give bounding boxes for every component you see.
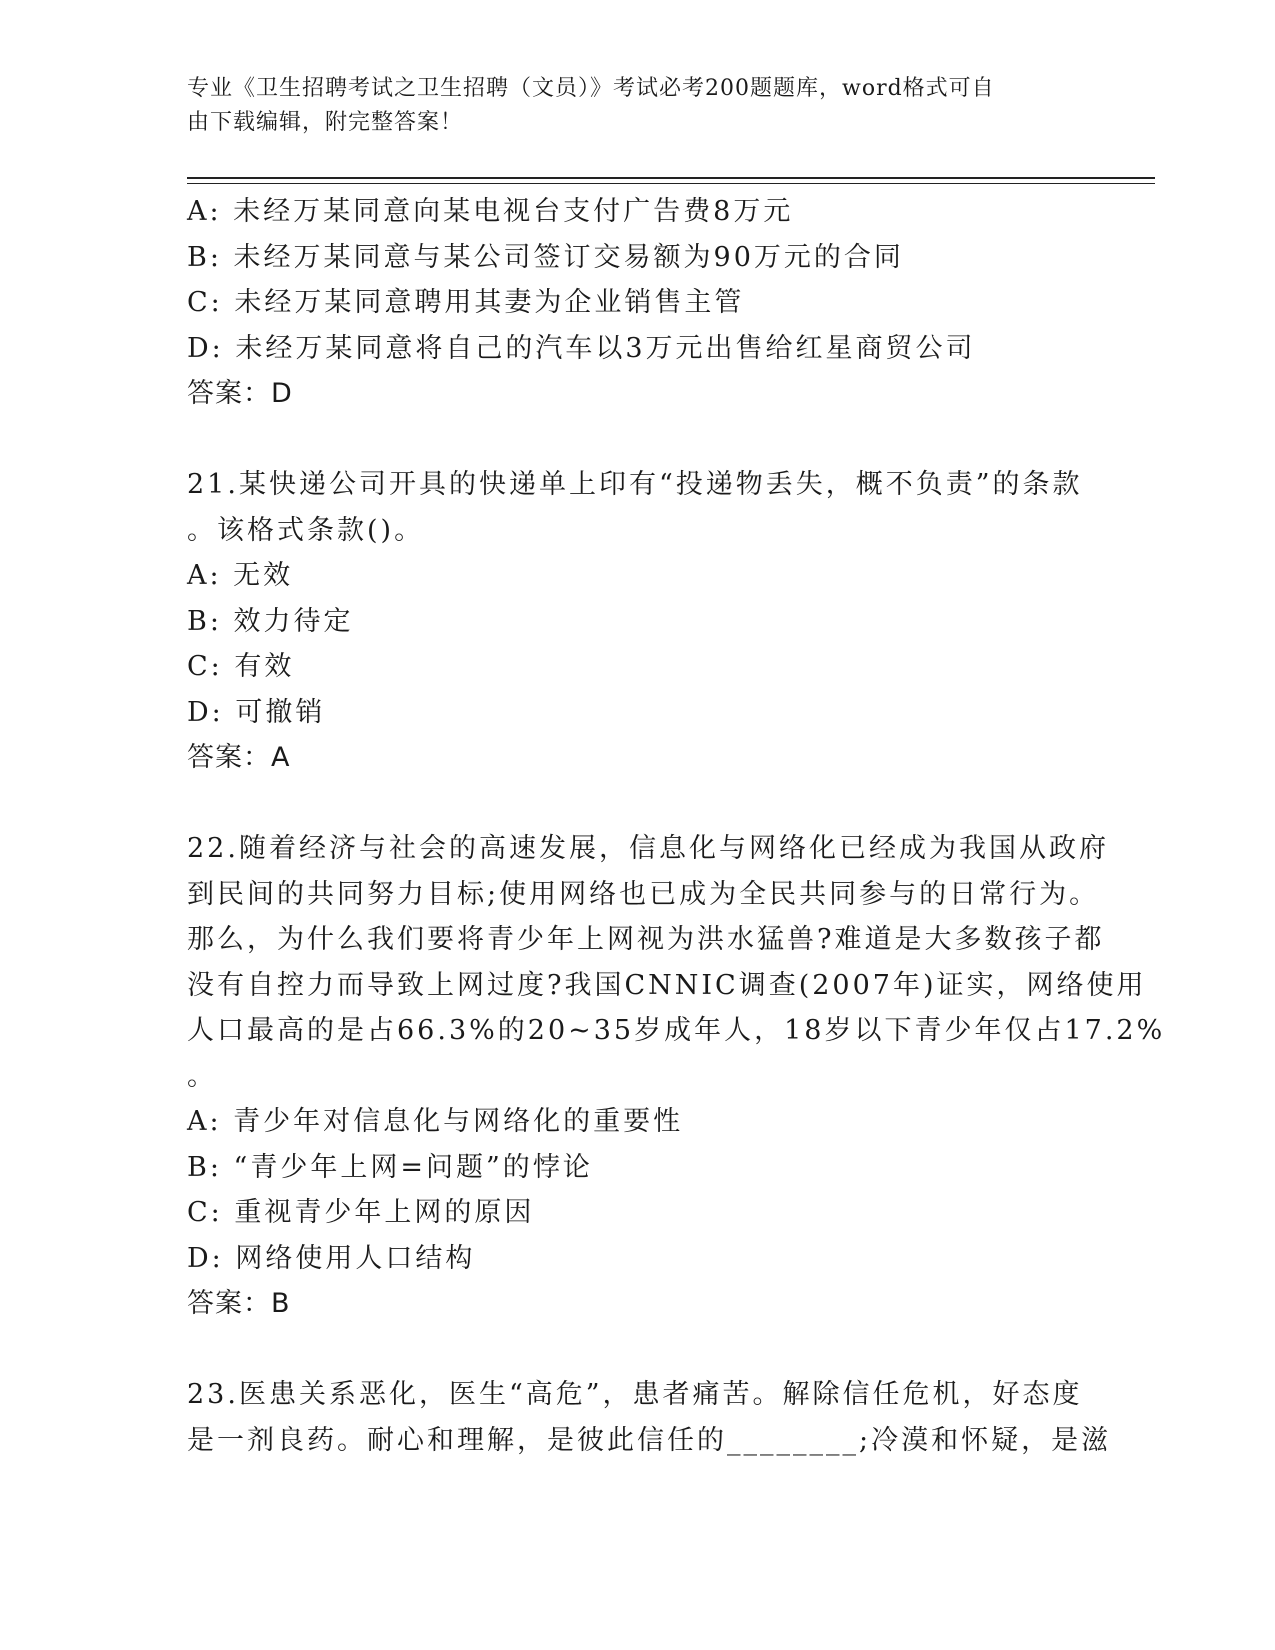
header-line-1: 专业《卫生招聘考试之卫生招聘（文员）》考试必考200题题库，word格式可自 [187,76,995,101]
option-d: D: 网络使用人口结构 [187,1242,476,1274]
option-d: D: 可撤销 [187,696,326,728]
question-21-block [187,462,1087,781]
document-header [187,72,1067,140]
question-23-block [187,1372,1112,1463]
question-text-line: 。该格式条款()。 [187,514,425,546]
option-b: B: 未经万某同意与某公司签订交易额为90万元的合同 [187,241,904,273]
answer-line: 答案：D [187,378,293,409]
question-content [187,189,1166,1463]
question-text-line: 那么，为什么我们要将青少年上网视为洪水猛兽?难道是大多数孩子都 [187,924,1105,955]
header-divider-thin [187,183,1155,184]
previous-question-block [187,189,1087,417]
option-c: C: 未经万某同意聘用其妻为企业销售主管 [187,287,745,318]
answer-line: 答案：B [187,1288,291,1319]
question-text-line: 没有自控力而导致上网过度?我国CNNIC调查(2007年)证实，网络使用 [187,969,1147,1001]
option-a: A: 未经万某同意向某电视台支付广告费8万元 [187,196,794,227]
option-b: B: 效力待定 [187,605,354,637]
header-divider [187,177,1155,179]
question-text-line: 22.随着经济与社会的高速发展，信息化与网络化已经成为我国从政府 [187,833,1109,864]
question-text-line: 到民间的共同努力目标;使用网络也已成为全民共同参与的日常行为。 [187,878,1100,910]
question-text-line: 。 [187,1060,217,1092]
question-text-line: 人口最高的是占66.3%的20~35岁成年人，18岁以下青少年仅占17.2% [187,1015,1166,1046]
question-22-block [187,826,1166,1327]
option-b: B: “青少年上网=问题”的悖论 [187,1151,593,1183]
header-line-2: 由下载编辑，附完整答案！ [187,110,464,135]
answer-line: 答案：A [187,742,291,773]
option-c: C: 重视青少年上网的原因 [187,1197,535,1228]
option-a: A: 无效 [187,560,294,591]
option-d: D: 未经万某同意将自己的汽车以3万元出售给红星商贸公司 [187,332,976,364]
option-a: A: 青少年对信息化与网络化的重要性 [187,1106,684,1137]
question-text-line: 23.医患关系恶化，医生“高危”，患者痛苦。解除信任危机，好态度 [187,1379,1083,1410]
option-c: C: 有效 [187,651,295,682]
question-text-line: 是一剂良药。耐心和理解，是彼此信任的________;冷漠和怀疑，是滋 [187,1424,1112,1456]
question-text-line: 21.某快递公司开具的快递单上印有“投递物丢失，概不负责”的条款 [187,469,1083,500]
